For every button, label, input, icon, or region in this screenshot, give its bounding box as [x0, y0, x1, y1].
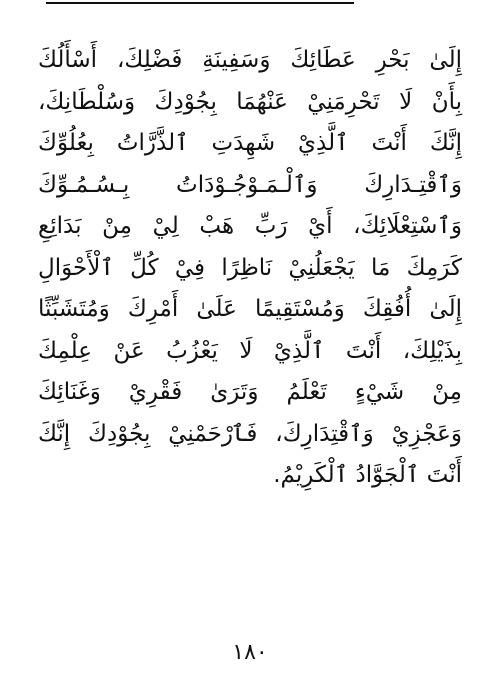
page-number: ١٨٠ — [232, 640, 268, 665]
text-line-2: بِأَنْ لَا تَحْرِمَنِيْ عَنْهُمَا بِجُوْدِكَ وَسُلْطَانِكَ، — [38, 88, 462, 115]
text-line-11: أَنْتَ ٱلْجَوَّادُ ٱلْكَرِيْمُ. — [273, 462, 462, 488]
text-line-5: وَٱسْتِعْلَائِكَ، أَيْ رَبِّ هَبْ لِيْ مِنْ بَدَائِعِ — [38, 213, 462, 239]
text-line-9: مِنْ شَيْءٍ تَعْلَمُ وَتَرَىٰ فَقْرِيْ وَغَنَائِكَ — [38, 379, 462, 405]
text-line-8: بِذَيْلِكَ، أَنْتَ ٱلَّذِيْ لَا يَعْزُبُ عَنْ عِلْمِكَ — [38, 337, 462, 364]
text-line-4: وَٱقْتِـدَارِكَ وَٱلْـمَـوْجُـوْدَاتُ بِـسُـمُـوِّكَ — [38, 171, 462, 198]
text-line-3: إِنَّكَ أَنْتَ ٱلَّذِيْ شَهِدَتِ ٱلذَّرَّاتُ بِعُلُوِّكَ — [38, 130, 462, 156]
top-rule — [46, 2, 354, 4]
text-line-10: وَعَجْزِيْ وَٱقْتِدَارِكَ، فَٱرْحَمْنِيْ بِجُوْدِكَ إِنَّكَ — [38, 420, 462, 447]
text-line-6: كَرَمِكَ مَا يَجْعَلُنِيْ نَاظِرًا فِيْ كُلِّ ٱلْأَحْوَالِ — [38, 254, 462, 281]
prayer-text — [38, 40, 462, 497]
text-line-7: إِلَىٰ أُفُقِكَ وَمُسْتَقِيمًا عَلَىٰ أَمْرِكَ وَمُتَشَبِّثًا — [38, 296, 462, 322]
text-line-1: إِلَىٰ بَحْرِ عَطَائِكَ وَسَفِينَةِ فَضْلِكَ، أَسْأَلُكَ — [38, 47, 462, 73]
